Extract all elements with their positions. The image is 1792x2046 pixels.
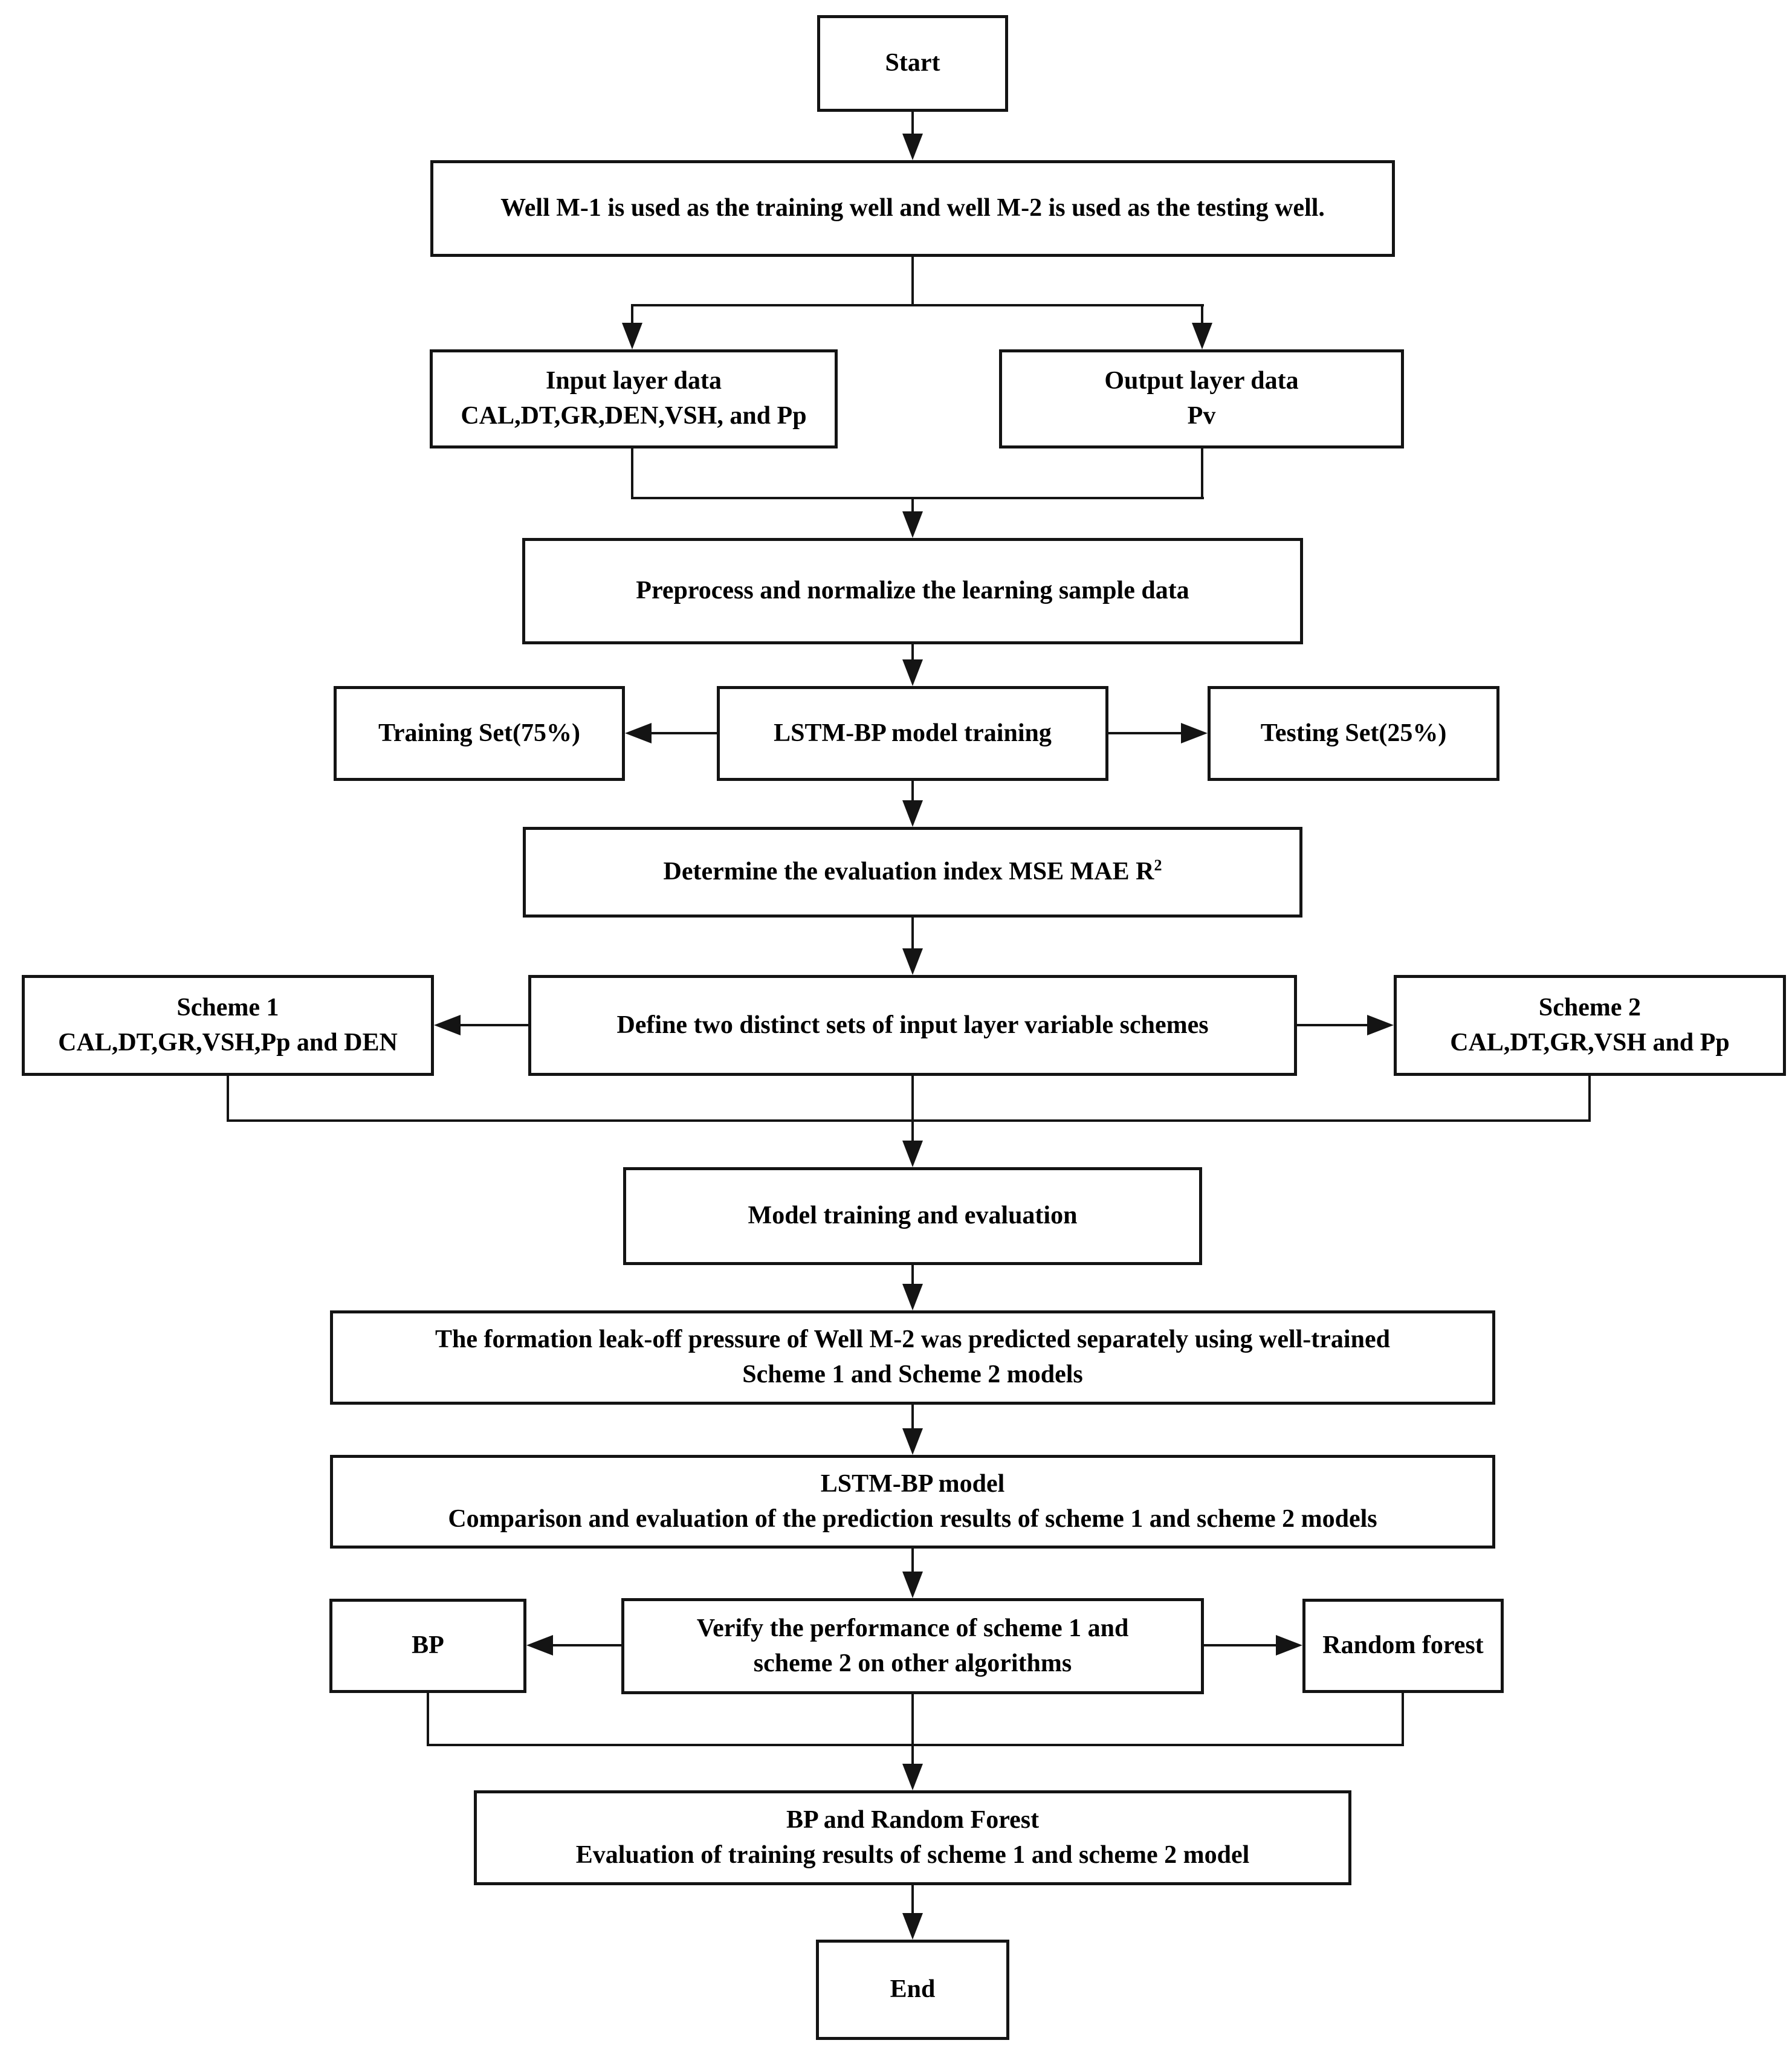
arrowhead-right-icon xyxy=(1367,1015,1394,1035)
node-verify-line2: scheme 2 on other algorithms xyxy=(753,1649,1072,1677)
node-leakoff-prediction-line2: Scheme 1 and Scheme 2 models xyxy=(742,1361,1083,1388)
connector-define-to-modeltrain-line xyxy=(911,1076,914,1142)
r-squared-superscript: 2 xyxy=(1154,856,1162,875)
arrowhead-down-icon xyxy=(902,1284,923,1310)
node-output-layer-line1: Output layer data xyxy=(1104,367,1299,395)
node-evaluation-index xyxy=(523,827,1302,918)
arrowhead-down-icon xyxy=(902,1913,923,1940)
arrowhead-left-icon xyxy=(526,1635,553,1656)
node-preprocess-label: Preprocess and normalize the learning sample data xyxy=(636,577,1189,605)
node-define-schemes xyxy=(528,975,1297,1076)
node-bp-rf-eval-line1: BP and Random Forest xyxy=(786,1805,1040,1834)
node-leakoff-prediction-line1: The formation leak-off pressure of Well M-2 was predicted separately using well-trained xyxy=(435,1326,1390,1354)
connector-evaluation-to-define-line xyxy=(911,918,914,950)
connector-lstm-to-training-line xyxy=(652,732,717,734)
connector-schemes-merge-horizontal xyxy=(227,1119,1591,1122)
node-bp-rf-eval xyxy=(474,1790,1351,1885)
connector-define-to-scheme2-line xyxy=(1297,1024,1367,1026)
node-end xyxy=(816,1940,1009,2040)
connector-merge-to-preprocess-line xyxy=(911,499,914,513)
connector-branch-horizontal xyxy=(631,304,1204,306)
node-scheme2-line2: CAL,DT,GR,VSH and Pp xyxy=(1450,1028,1730,1057)
node-model-training-eval-label: Model training and evaluation xyxy=(748,1202,1078,1230)
connector-branch-to-output-line xyxy=(1201,306,1203,325)
node-input-layer xyxy=(430,349,838,448)
node-model-training-eval xyxy=(623,1167,1202,1265)
connector-bp-merge-line xyxy=(427,1693,429,1746)
node-training-set xyxy=(334,686,625,781)
connector-verify-to-bp-line xyxy=(553,1644,621,1646)
node-lstm-comparison xyxy=(330,1455,1495,1549)
node-bp xyxy=(329,1599,526,1693)
connector-modeltrain-to-leakoff-line xyxy=(911,1265,914,1286)
connector-branch-to-input-line xyxy=(631,306,633,325)
connector-bprfeval-to-end-line xyxy=(911,1885,914,1915)
connector-verify-to-bprfeval-line xyxy=(911,1694,914,1766)
connector-lstm-to-evaluation-line xyxy=(911,781,914,802)
node-testing-set-label: Testing Set(25%) xyxy=(1260,719,1447,747)
arrowhead-left-icon xyxy=(434,1015,461,1035)
node-scheme1-line1: Scheme 1 xyxy=(176,993,279,1021)
arrowhead-down-icon xyxy=(902,511,923,538)
connector-merge-horizontal xyxy=(631,497,1204,499)
arrowhead-down-icon xyxy=(1192,323,1212,349)
node-scheme2-line1: Scheme 2 xyxy=(1538,993,1642,1021)
node-lstm-comparison-line1: LSTM-BP model xyxy=(820,1469,1005,1498)
arrowhead-right-icon xyxy=(1276,1635,1302,1656)
arrowhead-left-icon xyxy=(625,723,652,743)
node-output-layer-line2: Pv xyxy=(1187,402,1216,430)
connector-scheme1-merge-line xyxy=(227,1076,229,1122)
node-bp-rf-eval-line2: Evaluation of training results of scheme 1 and scheme 2 model xyxy=(575,1840,1250,1869)
node-verify xyxy=(621,1598,1204,1694)
node-scheme2 xyxy=(1394,975,1786,1076)
connector-well-branch-stem xyxy=(911,257,914,305)
connector-start-to-well-line xyxy=(911,112,914,136)
node-start-label: Start xyxy=(885,49,940,77)
node-training-set-label: Training Set(75%) xyxy=(378,719,581,747)
connector-rf-merge-line xyxy=(1402,1693,1404,1746)
connector-output-merge-line xyxy=(1201,448,1203,499)
connector-verify-to-rf-line xyxy=(1204,1644,1276,1646)
arrowhead-down-icon xyxy=(902,134,923,160)
connector-leakoff-to-comparison-line xyxy=(911,1405,914,1430)
node-scheme1 xyxy=(22,975,434,1076)
node-output-layer xyxy=(999,349,1404,448)
node-testing-set xyxy=(1208,686,1499,781)
node-preprocess xyxy=(522,538,1303,644)
arrowhead-down-icon xyxy=(902,1572,923,1598)
node-define-schemes-label: Define two distinct sets of input layer variable schemes xyxy=(616,1011,1209,1039)
connector-define-to-scheme1-line xyxy=(461,1024,528,1026)
connector-bprf-merge-horizontal xyxy=(427,1744,1404,1746)
arrowhead-down-icon xyxy=(902,659,923,686)
connector-preprocess-to-lstm-line xyxy=(911,644,914,661)
node-lstm-training xyxy=(717,686,1108,781)
node-verify-line1: Verify the performance of scheme 1 and xyxy=(696,1614,1129,1642)
node-random-forest-label: Random forest xyxy=(1322,1631,1484,1660)
arrowhead-down-icon xyxy=(902,1764,923,1790)
node-bp-label: BP xyxy=(412,1631,444,1660)
connector-comparison-to-verify-line xyxy=(911,1549,914,1573)
arrowhead-down-icon xyxy=(902,948,923,975)
node-lstm-training-label: LSTM-BP model training xyxy=(774,719,1052,747)
connector-scheme2-merge-line xyxy=(1588,1076,1591,1122)
node-random-forest xyxy=(1302,1599,1504,1693)
arrowhead-down-icon xyxy=(622,323,642,349)
node-evaluation-index-label: Determine the evaluation index MSE MAE $R^2$ xyxy=(663,856,1162,886)
node-input-layer-line1: Input layer data xyxy=(546,367,722,395)
node-well-assignment-label: Well M-1 is used as the training well and well M-2 is used as the testing well. xyxy=(500,194,1325,222)
arrowhead-down-icon xyxy=(902,1141,923,1167)
node-input-layer-line2: CAL,DT,GR,DEN,VSH, and Pp xyxy=(461,402,807,430)
arrowhead-down-icon xyxy=(902,1428,923,1455)
arrowhead-down-icon xyxy=(902,800,923,827)
connector-input-merge-line xyxy=(631,448,633,499)
node-start xyxy=(817,15,1008,112)
node-well-assignment xyxy=(430,160,1395,257)
node-leakoff-prediction xyxy=(330,1310,1495,1405)
arrowhead-right-icon xyxy=(1181,723,1208,743)
node-scheme1-line2: CAL,DT,GR,VSH,Pp and DEN xyxy=(58,1028,398,1057)
node-end-label: End xyxy=(890,1975,936,2004)
node-lstm-comparison-line2: Comparison and evaluation of the prediction results of scheme 1 and scheme 2 models xyxy=(448,1504,1377,1533)
connector-lstm-to-testing-line xyxy=(1108,732,1181,734)
